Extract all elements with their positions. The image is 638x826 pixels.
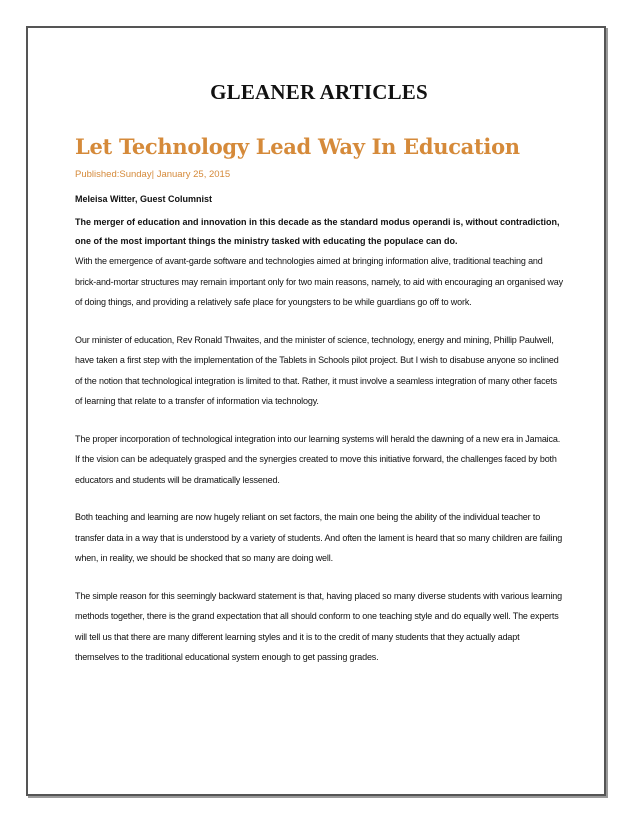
article-title: Let Technology Lead Way In Education <box>75 134 520 159</box>
paragraph-3: The proper incorporation of technological integration into our learning systems will herald the dawning of a new era in Jamaica. If the vision can be adequately grasped and the synergies created to move this initiative forward, the challenges faced by both educators and students will be dramatically lessened. <box>75 433 561 485</box>
lead-paragraph: The merger of education and innovation in this decade as the standard modus operandi is, without contradiction, one of the most important things the ministry tasked with educating the populace can do. <box>75 217 560 246</box>
paragraph-5: The simple reason for this seemingly backward statement is that, having placed so many diverse students with various learning methods together, there is the grand expectation that all should conform to one teaching style and do equally well. The experts will tell us that there are many different learning styles and it is to the credit of many students that they actually adapt themselves to the traditional educational system enough to get passing grades. <box>75 590 562 662</box>
paragraph-2: Our minister of education, Rev Ronald Thwaites, and the minister of science, technology, energy and mining, Phillip Paulwell, have taken a first step with the implementation of the Tablets in Schools pilot project. But I wish to disabuse anyone so inclined of the notion that technological integration is limited to that. Rather, it must involve a seamless integration of many other facets of learning that relate to a transfer of information via technology. <box>75 334 559 406</box>
article-body <box>75 134 565 685</box>
paragraph-4: Both teaching and learning are now hugely reliant on set factors, the main one being the ability of the individual teacher to transfer data in a way that is understood by a variety of students. And often the lament is heard that so many children are failing when, in reality, we should be shocked that so many are doing well. <box>75 512 563 563</box>
page-header-title: GLEANER ARTICLES <box>210 80 428 104</box>
author-byline: Meleisa Witter, Guest Columnist <box>75 194 212 204</box>
publish-date: Published:Sunday| January 25, 2015 <box>75 169 231 180</box>
paragraph-1: With the emergence of avant-garde software and technologies aimed at bringing information alive, traditional teaching and brick-and-mortar structures may remain important only for two main reasons, namely, to aid with encouraging an organised way of doing things, and providing a relatively safe place for youngsters to be while guardians go off to work. <box>75 256 563 307</box>
